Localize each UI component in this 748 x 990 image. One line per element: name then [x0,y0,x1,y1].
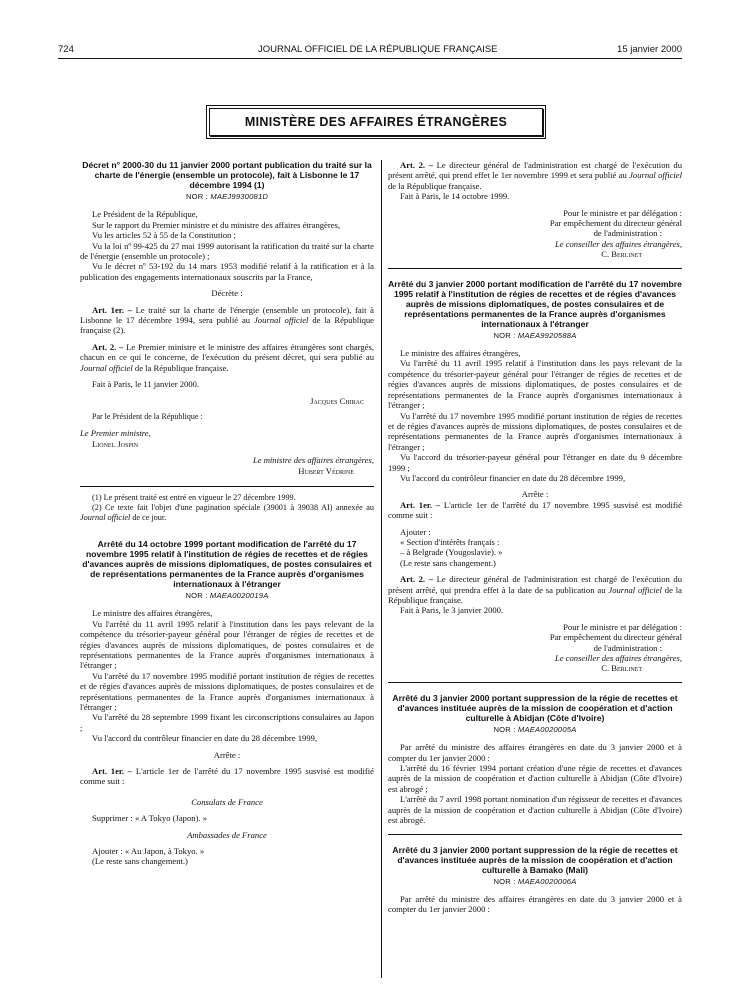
right-column [388,160,682,915]
belgrade-line: – à Belgrade (Yougoslavie). » [400,547,503,558]
arrete-article-2: Art. 2. – Le directeur général de l'administration est chargé de l'exécution du présent arrêté, qui prendra effet à la date de sa publication au Journal officiel de la République française. [388,574,682,605]
decree-para: Le Président de la République, [92,209,198,220]
section-rule [388,268,682,269]
pm-title: Le Premier ministre, [80,428,151,439]
header-rule [58,58,682,59]
arrete-title: Arrêté du 14 octobre 1999 portant modification de l'arrêté du 17 novembre 1995 relatif à l'institution de régies de recettes et de régies d'avances auprès de missions diplomatiques, de postes consulaires et de représentations permanentes de la France auprès d'organismes internationaux à l'étranger [82,538,372,589]
arrete-para: Le ministre des affaires étrangères, [400,348,521,359]
ambassades-heading: Ambassades de France [187,829,267,840]
arrete-para: Par arrêté du ministre des affaires étrangères en date du 3 janvier 2000 et à compter du 1er janvier 2000 : [388,742,682,763]
reste-line: (Le reste sans changement.) [400,557,496,568]
signature-line: Par empêchement du directeur général [549,632,682,643]
footnote-rule [80,486,374,487]
pm-name: Lionel Jospin [92,438,139,449]
arrete-para: Vu l'arrêté du 11 avril 1995 relatif à l'institution dans les pays relevant de la compétence du trésorier-payeur général pour l'étranger de régies de recettes et de régies d'avances auprès de missions diplomatiques, de postes consulaires et de représentations permanentes de la France auprès d'organismes internationaux à l'étranger ; [80,618,374,671]
arrete-fait: Fait à Paris, le 14 octobre 1999. [400,191,510,202]
decree-para: Vu les articles 52 à 55 de la Constitution ; [92,230,236,241]
arrete-nor: NOR : MAEA9920588A [493,330,577,340]
arrete-article-1: Art. 1er. – L'article 1er de l'arrêté du 17 novembre 1995 susvisé est modifié comme suit : [80,766,374,787]
par-president: Par le Président de la République : [92,411,203,421]
signature-line: Par empêchement du directeur général [549,218,682,229]
left-column [80,160,374,867]
arrete-para: Par arrêté du ministre des affaires étrangères en date du 3 janvier 2000 et à compter du 1er janvier 2000 : [388,893,682,915]
page-number: 724 [58,44,74,55]
decree-para: Vu la loi nº 99-425 du 27 mai 1999 autorisant la ratification du traité sur la charte de l'énergie (ensemble un protocole) ; [80,240,374,262]
arrete-article-1: Art. 1er. – L'article 1er de l'arrêté du 17 novembre 1995 susvisé est modifié comme suit : [388,499,682,521]
arrete-nor: NOR : MAEA0020005A [493,724,577,734]
arrete-title: Arrêté du 3 janvier 2000 portant modification de l'arrêté du 17 novembre 1995 relatif à l'institution de régies de recettes et de régies d'avances auprès de missions diplomatiques, de postes consulaires et de représentations permanentes de la France auprès d'organismes internationaux à l'étranger [388,278,682,329]
arrete-para: L'arrêté du 16 février 1994 portant création d'une régie de recettes et d'avances auprès de la mission de coopération et d'action culturelle à Abidjan (Côte d'Ivoire) est abrogé ; [388,763,682,794]
arrete-title: Arrêté du 3 janvier 2000 portant suppression de la régie de recettes et d'avances instituée auprès de la mission de coopération et d'action culturelle à Abidjan (Côte d'Ivoire) [392,692,678,723]
signature-line: Pour le ministre et par délégation : [563,621,682,632]
arrete-para: Vu l'arrêté du 11 avril 1995 relatif à l'institution dans les pays relevant de la compétence du trésorier-payeur général pour l'étranger de régies de recettes et de régies d'avances auprès de missions diplomatiques, de postes consulaires et de représentations permanentes de la France auprès d'organismes internationaux à l'étranger ; [388,358,682,411]
arrete-article-2: Art. 2. – Le directeur général de l'administration est chargé de l'exécution du présent arrêté, qui prend effet le 1er novembre 1999 et sera publié au Journal officiel de la République française. [388,160,682,191]
mae-name: Hubert Védrine [298,465,354,476]
arrete-para: L'arrêté du 7 avril 1998 portant nomination d'un régisseur de recettes et d'avances auprès de la mission de coopération et d'action culturelle à Abidjan (Côte d'Ivoire) est abrogé. [388,794,682,826]
footnote-2: (2) Ce texte fait l'objet d'une pagination spéciale (39001 à 39038 AI) annexée au Journal officiel de ce jour. [80,502,374,522]
section-line: « Section d'intérêts français : [400,536,500,547]
signature-name: C. Berlinet [601,663,642,674]
decree-nor: NOR : MAEJ9930081D [185,192,269,201]
decree-article-2: Art. 2. – Le Premier ministre et le ministre des affaires étrangères sont chargés, chacun en ce qui le concerne, de l'exécution du présent décret, qui sera publié au Journal officiel de la République française. [80,341,374,373]
ajouter-line: Ajouter : [400,526,431,537]
signature-line: Pour le ministre et par délégation : [563,207,682,218]
signature-line: de l'administration : [593,642,662,653]
signature-title: Le conseiller des affaires étrangères, [554,238,682,249]
footnote-1: (1) Le présent traité est entré en vigueur le 27 décembre 1999. [92,492,296,502]
signature-president: Jacques Chirac [310,395,364,406]
section-rule [388,834,682,835]
arrete-nor: NOR : MAEA0020019A [185,590,269,600]
decree-article-1: Art. 1er. – Le traité sur la charte de l'énergie (ensemble un protocole), fait à Lisbonne le 17 décembre 1994, sera publié au Journal officiel de la République française (2). [80,304,374,336]
issue-date: 15 janvier 2000 [617,44,682,55]
signature-title: Le conseiller des affaires étrangères, [554,653,682,664]
decree-fait: Fait à Paris, le 11 janvier 2000. [92,379,200,390]
ajouter-line: Ajouter : « Au Japon, à Tokyo. » [92,846,205,857]
signature-line: de l'administration : [593,228,662,239]
mae-title: Le ministre des affaires étrangères, [252,455,374,466]
arrete-para: Vu l'accord du contrôleur financier en date du 28 décembre 1999, [92,733,318,744]
arrete-label: Arrête : [213,749,241,760]
arrete-para: Vu l'arrêté du 17 novembre 1995 modifié portant institution de régies de recettes et de régies d'avances auprès de missions diplomatiques, de postes consulaires et de représentations permanentes de la France auprès d'organismes internationaux à l'étranger ; [80,670,374,712]
arrete-para: Vu l'arrêté du 28 septembre 1999 fixant les circonscriptions consulaires au Japon ; [80,712,374,733]
consulats-heading: Consulats de France [191,796,263,807]
arrete-para: Le ministre des affaires étrangères, [92,608,213,619]
journal-title: JOURNAL OFFICIEL DE LA RÉPUBLIQUE FRANÇAISE [258,44,498,55]
signature-name: C. Berlinet [601,249,642,260]
arrete-fait: Fait à Paris, le 3 janvier 2000. [400,605,504,616]
arrete-para: Vu l'arrêté du 17 novembre 1995 modifié portant institution de régies de recettes et de régies d'avances auprès de missions diplomatiques, de postes consulaires et de représentations permanentes de la France auprès d'organismes internationaux à l'étranger ; [388,410,682,452]
arrete-label: Arrête : [521,489,549,500]
arrete-para: Vu l'accord du contrôleur financier en date du 28 décembre 1999, [400,472,626,483]
arrete-para: Vu l'accord du trésorier-payeur général pour l'étranger en date du 9 décembre 1999 ; [388,452,682,473]
decree-para: Sur le rapport du Premier ministre et du ministre des affaires étrangères, [92,219,341,230]
decrete-label: Décrète : [211,288,243,299]
arrete-title: Arrêté du 3 janvier 2000 portant suppression de la régie de recettes et d'avances instituée auprès de la mission de coopération et d'action culturelle à Bamako (Mali) [392,844,678,875]
arrete-nor: NOR : MAEA0020006A [493,876,577,886]
supprimer-line: Supprimer : « A Tokyo (Japon). » [92,813,208,824]
reste-line: (Le reste sans changement.) [92,856,188,867]
section-rule [388,682,682,683]
decree-para: Vu le décret nº 53-192 du 14 mars 1953 modifié relatif à la ratification et à la publication des engagements internationaux souscrits par la France, [80,261,374,282]
decree-title: Décret n° 2000-30 du 11 janvier 2000 portant publication du traité sur la charte de l'énergie (ensemble un protocole), fait à Lisbonne le 17 décembre 1994 (1) [82,160,372,190]
ministry-banner: MINISTÈRE DES AFFAIRES ÉTRANGÈRES [209,108,543,136]
column-divider [381,160,382,978]
